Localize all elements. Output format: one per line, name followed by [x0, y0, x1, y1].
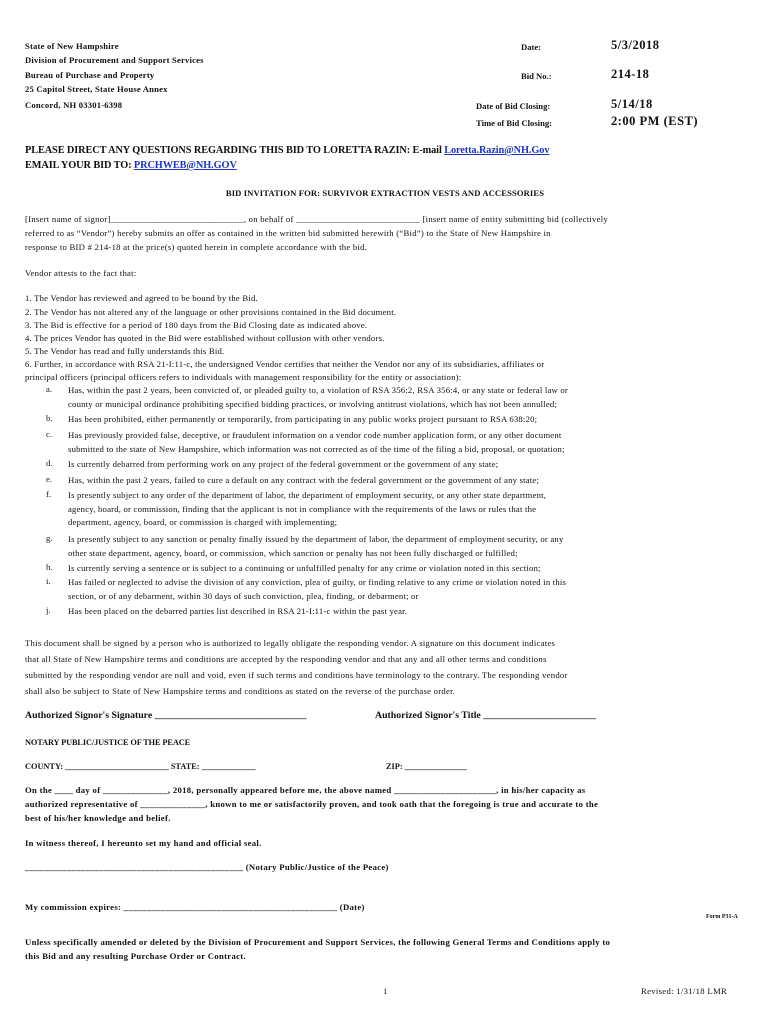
sub-item-text: Is presently subject to any sanction or penalty finally issued by the department of labor, the department of employment security, or any other state department, agency, board, or commission, which sanction or penalty has not been fully discharged or fulfilled; [68, 534, 564, 558]
sub-item-letter: d. [46, 458, 53, 468]
notary-signature-field[interactable]: _______________________________________________ (Notary Public/Justice of the Peace) [25, 862, 389, 872]
contact-questions-text: PLEASE DIRECT ANY QUESTIONS REGARDING THIS BID TO LORETTA RAZIN: E-mail [25, 145, 445, 156]
org-line-division: Division of Procurement and Support Services [25, 55, 204, 65]
closing-date-label: Date of Bid Closing: [476, 101, 551, 111]
terms-line: this Bid and any resulting Purchase Order or Contract. [25, 951, 246, 961]
witness-text: In witness thereof, I hereunto set my hand and official seal. [25, 838, 262, 848]
sub-item-letter: b. [46, 413, 53, 423]
list-item: principal officers (principal officers refers to individuals with management responsibility for the entity or association): [25, 372, 462, 382]
revision-note: Revised: 1/31/18 LMR [641, 986, 728, 996]
sub-item-letter: a. [46, 384, 53, 394]
list-item: 4. The prices Vendor has quoted in the Bid were established without collusion with other vendors. [25, 333, 385, 343]
zip-field[interactable]: ZIP: _______________ [386, 762, 467, 771]
list-item: 3. The Bid is effective for a period of 180 days from the Bid Closing date as indicated above. [25, 320, 368, 330]
closing-time-label: Time of Bid Closing: [476, 118, 553, 128]
sub-item-letter: h. [46, 562, 53, 572]
form-id: Form P31-A [706, 914, 738, 920]
sub-item-text: Has been prohibited, either permanently or temporarily, from participating in any public works project pursuant to RSA 638:20; [68, 414, 538, 424]
org-line-bureau: Bureau of Purchase and Property [25, 70, 155, 80]
sub-item-text: Is currently serving a sentence or is subject to a continuing or unfulfilled penalty for any crime or violation noted in this section; [68, 563, 541, 573]
bid-no-label: Bid No.: [521, 71, 552, 81]
sub-item-text: Has, within the past 2 years, failed to cure a default on any contract with the federal government or the government of any state; [68, 475, 540, 485]
sub-item-letter: j. [46, 605, 51, 615]
submit-bid-text: EMAIL YOUR BID TO: [25, 160, 134, 171]
sub-item-letter: g. [46, 533, 53, 543]
date-value: 5/3/2018 [611, 38, 660, 52]
terms-line: Unless specifically amended or deleted by the Division of Procurement and Support Services, the following General Terms and Conditions apply to [25, 937, 611, 947]
auth-line: that all State of New Hampshire terms and conditions are accepted by the responding vendor and that any and all other terms and conditions [25, 654, 547, 664]
sub-item-text: Has been placed on the debarred parties list described in RSA 21-I:11-c within the past year. [68, 606, 408, 616]
attests-text: Vendor attests to the fact that: [25, 268, 137, 278]
intro-line: [Insert name of signor]_____________________________, on behalf of ___________________________ [insert name of entity submitting bid (collectively [25, 214, 609, 224]
sub-item-text: Is presently subject to any order of the department of labor, the department of employment security, or any other state department, agency, board, or commission, finding that the applicant is not in compliance with the requirements of the laws or rules that the department, agency, board, or commission is charged with implementing; [68, 490, 547, 528]
county-state-field[interactable]: COUNTY: _________________________ STATE: _____________ [25, 762, 256, 771]
list-item: 1. The Vendor has reviewed and agreed to be bound by the Bid. [25, 293, 258, 303]
sub-item-letter: e. [46, 474, 53, 484]
bid-no-value: 214-18 [611, 67, 650, 81]
org-line-city: Concord, NH 03301-6398 [25, 100, 123, 110]
notary-heading: NOTARY PUBLIC/JUSTICE OF THE PEACE [25, 738, 191, 747]
closing-date-value: 5/14/18 [611, 97, 653, 111]
page-number: 1 [383, 986, 388, 996]
auth-line: shall also be subject to State of New Hampshire terms and conditions as stated on the reverse of the purchase order. [25, 686, 456, 696]
sub-item-text: Has failed or neglected to advise the division of any conviction, plea of guilty, or finding relative to any crime or violation noted in this section, or of any debarment, within 30 days of such conviction, plea, finding, or debarment; or [68, 577, 567, 601]
sub-item-text: Has previously provided false, deceptive, or fraudulent information on a vendor code number application form, or any other document submitted to the state of New Hampshire, which information was not corrected as of the time of the filing a bid, proposal, or quotation; [68, 430, 565, 454]
org-line-street: 25 Capitol Street, State House Annex [25, 84, 168, 94]
list-item: 6. Further, in accordance with RSA 21-I:11-c, the undersigned Vendor certifies that neither the Vendor nor any of its subsidiaries, affiliates or [25, 359, 545, 369]
commission-expires-field[interactable]: My commission expires: ______________________________________________ (Date) [25, 902, 365, 912]
sub-item-letter: c. [46, 429, 53, 439]
contact-line-submit [25, 160, 237, 171]
contact-line-questions [25, 145, 549, 156]
signor-title-field[interactable]: Authorized Signor's Title _______________________ [375, 710, 596, 721]
invitation-title: BID INVITATION FOR: SURVIVOR EXTRACTION VESTS AND ACCESSORIES [225, 188, 545, 198]
sub-item-text: Has, within the past 2 years, been convicted of, or pleaded guilty to, a violation of RSA 356:2, RSA 356:4, or any state or federal law or county or municipal ordinance prohibiting specified bidding practices, or involving antitrust violations, which has not been annulled; [68, 385, 569, 409]
signor-signature-field[interactable]: Authorized Signor's Signature _______________________________ [25, 710, 307, 721]
submit-email-link[interactable]: PRCHWEB@NH.GOV [133, 160, 237, 171]
intro-line: response to BID # 214-18 at the price(s) quoted herein in complete accordance with the bid. [25, 242, 368, 252]
sub-item-letter: i. [46, 576, 51, 586]
list-item: 2. The Vendor has not altered any of the language or other provisions contained in the Bid document. [25, 307, 397, 317]
org-line-state: State of New Hampshire [25, 41, 119, 51]
date-label: Date: [521, 42, 542, 52]
notary-line: On the ____ day of ______________, 2018, personally appeared before me, the above named ______________________, in his/her capacity as [25, 785, 586, 795]
list-item: 5. The Vendor has read and fully understands this Bid. [25, 346, 225, 356]
auth-line: This document shall be signed by a person who is authorized to legally obligate the responding vendor. A signature on this document indicates [25, 638, 556, 648]
notary-line: best of his/her knowledge and belief. [25, 813, 171, 823]
intro-line: referred to as “Vendor”) hereby submits an offer as contained in the written bid submitted herewith (“Bid”) to the State of New Hampshire in [25, 228, 551, 238]
notary-line: authorized representative of ______________, known to me or satisfactorily proven, and took oath that the foregoing is true and accurate to the [25, 799, 599, 809]
contact-email-link[interactable]: Loretta.Razin@NH.Gov [444, 145, 550, 156]
auth-line: submitted by the responding vendor are null and void, even if such terms and conditions have terminology to the contrary. The responding vendor [25, 670, 568, 680]
sub-item-letter: f. [46, 489, 52, 499]
sub-item-text: Is currently debarred from performing work on any project of the federal government or the government of any state; [68, 459, 499, 469]
closing-time-value: 2:00 PM (EST) [611, 114, 699, 128]
